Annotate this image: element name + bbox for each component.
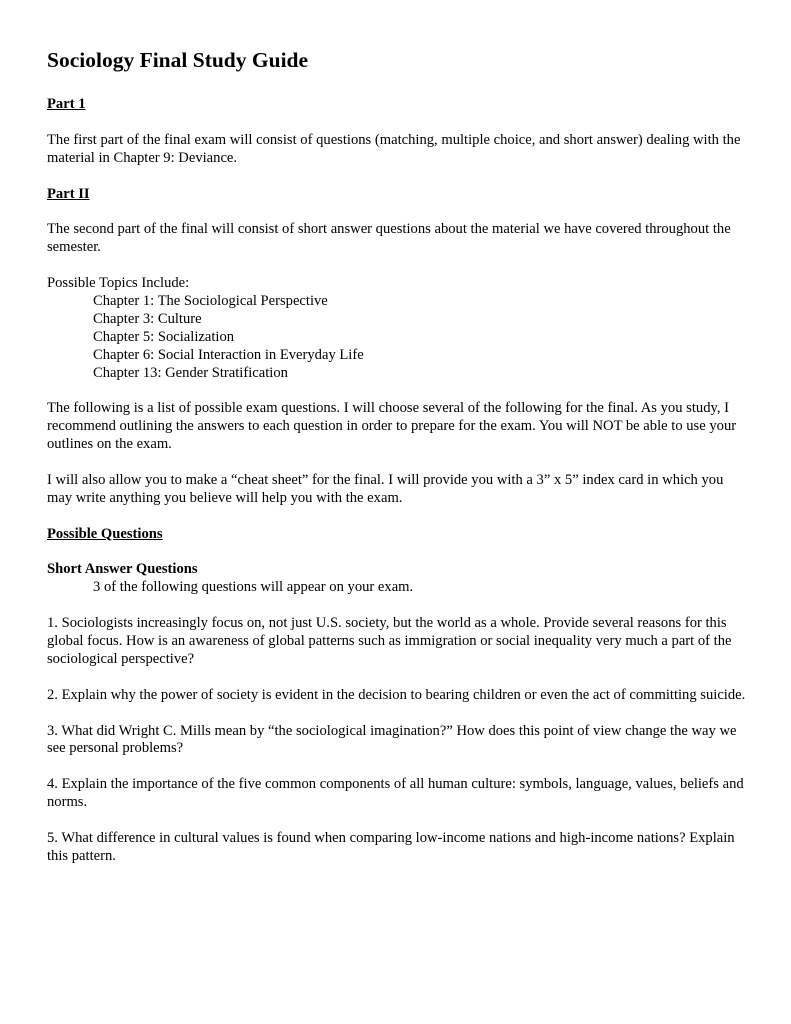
short-answer-heading: Short Answer Questions — [47, 561, 198, 578]
study-guide-page — [47, 46, 752, 884]
part2-heading: Part II — [47, 185, 90, 202]
part2-text: The second part of the final will consist of short answer questions about the material we have covered throughout the semester. — [47, 221, 731, 256]
topic-item: Chapter 13: Gender Stratification — [93, 364, 288, 381]
part1-heading: Part 1 — [47, 96, 86, 112]
cheat-sheet-paragraph: I will also allow you to make a “cheat sheet” for the final. I will provide you with a 3” x 5” index card in which you may write anything you believe will help you with the exam. — [47, 471, 724, 506]
question-item: 3. What did Wright C. Mills mean by “the sociological imagination?” How does this point of view change the way we see personal problems? — [47, 722, 737, 757]
part1-text: The first part of the final exam will consist of questions (matching, multiple choice, and short answer) dealing with the material in Chapter 9: Deviance. — [47, 131, 741, 166]
topic-item: Chapter 5: Socialization — [93, 328, 235, 345]
topic-item: Chapter 6: Social Interaction in Everyday Life — [93, 346, 364, 363]
question-item: 2. Explain why the power of society is evident in the decision to bearing children or even the act of committing suicide. — [47, 686, 746, 703]
instructions-paragraph: The following is a list of possible exam questions. I will choose several of the following for the final. As you study, I recommend outlining the answers to each question in order to prepare for the exam. You will NOT be able to use your outlines on the exam. — [47, 400, 737, 453]
short-answer-note: 3 of the following questions will appear on your exam. — [93, 579, 414, 596]
topics-intro: Possible Topics Include: — [47, 275, 190, 291]
possible-questions-heading: Possible Questions — [47, 525, 163, 542]
topic-item: Chapter 1: The Sociological Perspective — [93, 292, 328, 309]
topics-list — [47, 275, 752, 382]
question-item: 4. Explain the importance of the five common components of all human culture: symbols, language, values, beliefs and norms. — [47, 776, 744, 811]
question-item: 5. What difference in cultural values is found when comparing low-income nations and high-income nations? Explain this pattern. — [47, 829, 735, 864]
page-title: Sociology Final Study Guide — [47, 48, 309, 72]
topic-item: Chapter 3: Culture — [93, 310, 202, 327]
question-item: 1. Sociologists increasingly focus on, not just U.S. society, but the world as a whole. Provide several reasons for this global focus. How is an awareness of global patterns such as immigration or social inequality very much a part of the sociological perspective? — [47, 615, 732, 667]
